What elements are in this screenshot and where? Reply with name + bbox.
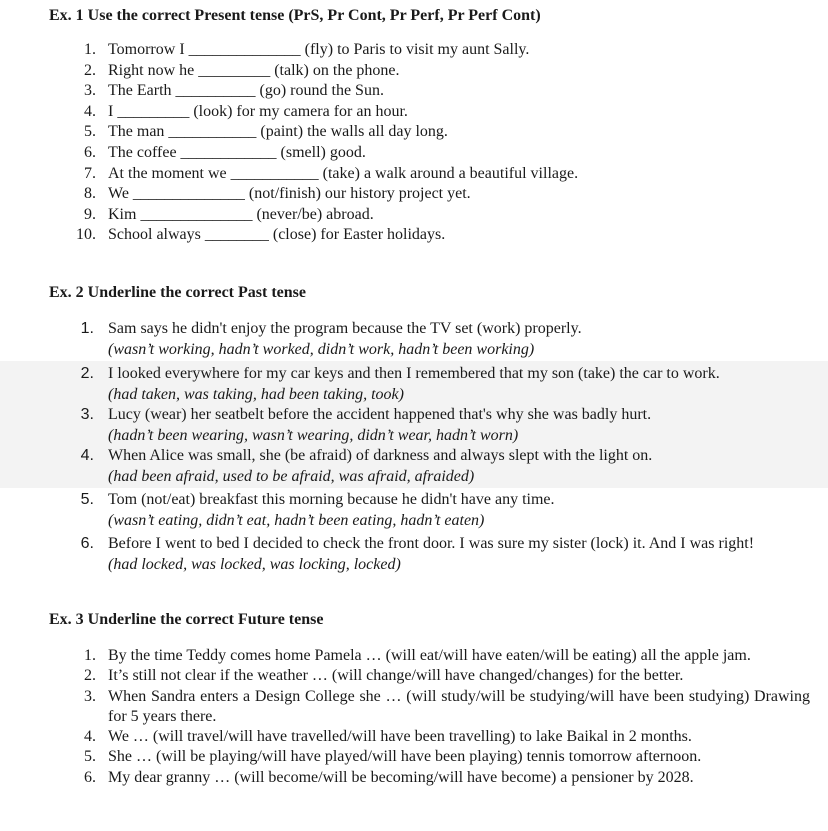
item-text: My dear granny … (will become/will be becoming/will have become) a pensioner by 2028. [108, 768, 694, 786]
item-number: 5. [80, 491, 94, 508]
item-number: 3. [84, 687, 96, 705]
item-number: 6. [80, 535, 94, 552]
item-number: 1. [80, 320, 94, 337]
item-options: (wasn’t eating, didn’t eat, hadn’t been eating, hadn’t eaten) [108, 512, 485, 529]
item-number: 2. [84, 667, 96, 685]
item-question: Sam says he didn't enjoy the program because the TV set (work) properly. [108, 320, 582, 337]
item-question: Lucy (wear) her seatbelt before the accident happened that's why she was badly hurt. [108, 406, 652, 423]
list-item [0, 184, 828, 205]
list-item [0, 225, 828, 246]
item-text: We ______________ (not/finish) our history project yet. [108, 185, 471, 203]
item-text: School always ________ (close) for Easter holidays. [108, 226, 446, 244]
item-options: (had locked, was locked, was locking, locked) [108, 556, 401, 573]
list-item [0, 747, 828, 767]
list-item [0, 102, 828, 123]
item-options: (wasn’t working, hadn’t worked, didn’t work, hadn’t been working) [108, 341, 535, 358]
list-item [0, 61, 828, 82]
list-item [0, 361, 828, 404]
item-options: (had taken, was taking, had been taking, took) [108, 386, 404, 403]
item-text: It’s still not clear if the weather … (will change/will have changed/changes) for the better. [108, 667, 684, 685]
item-question: When Alice was small, she (be afraid) of darkness and always slept with the light on. [108, 447, 653, 464]
ex3-list [0, 646, 828, 788]
list-item [0, 318, 828, 361]
item-number: 1. [84, 41, 96, 58]
ex2-title: Ex. 2 Underline the correct Past tense [49, 284, 306, 301]
list-item [0, 768, 828, 788]
item-options: (had been afraid, used to be afraid, was afraid, afraided) [108, 468, 475, 485]
item-number: 2. [84, 61, 96, 79]
item-text: She … (will be playing/will have played/will have been playing) tennis tomorrow afternoon. [108, 748, 702, 766]
item-number: 5. [84, 123, 96, 141]
item-text: We … (will travel/will have travelled/will have been travelling) to lake Baikal in 2 months. [108, 728, 692, 746]
list-item [0, 40, 828, 61]
list-item [0, 445, 828, 488]
item-question: I looked everywhere for my car keys and then I remembered that my son (take) the car to work. [108, 365, 720, 382]
item-number: 8. [84, 185, 96, 203]
list-item [0, 122, 828, 143]
list-item [0, 687, 828, 728]
item-number: 2. [80, 365, 94, 382]
item-text: At the moment we ___________ (take) a walk around a beautiful village. [108, 164, 579, 182]
ex1-title: Ex. 1 Use the correct Present tense (PrS, Pr Cont, Pr Perf, Pr Perf Cont) [49, 7, 541, 24]
list-item [0, 646, 828, 666]
item-number: 7. [84, 164, 96, 182]
list-item [0, 404, 828, 445]
item-options: (hadn’t been wearing, wasn’t wearing, didn’t wear, hadn’t worn) [108, 427, 519, 444]
item-text: Kim ______________ (never/be) abroad. [108, 205, 374, 223]
item-text: The Earth __________ (go) round the Sun. [108, 82, 384, 100]
ex3-title: Ex. 3 Underline the correct Future tense [49, 611, 324, 628]
item-text: The coffee ____________ (smell) good. [108, 143, 366, 161]
ex2-list [0, 318, 828, 597]
item-number: 3. [84, 82, 96, 100]
list-item [0, 666, 828, 686]
item-text: By the time Teddy comes home Pamela … (will eat/will have eaten/will be eating) all the apple jam. [108, 647, 751, 664]
item-number: 4. [80, 447, 94, 464]
list-item [0, 533, 828, 597]
item-number: 4. [84, 728, 96, 746]
item-number: 10. [76, 226, 96, 244]
item-text: I _________ (look) for my camera for an hour. [108, 102, 408, 120]
item-number: 5. [84, 748, 96, 766]
ex1-list [0, 40, 828, 246]
item-number: 1. [84, 647, 96, 664]
item-number: 6. [84, 143, 96, 161]
item-text: Tomorrow I ______________ (fly) to Paris to visit my aunt Sally. [108, 41, 530, 58]
item-text: When Sandra enters a Design College she … (will study/will be studying/will have been studying) Drawing for 5 years there. [108, 687, 810, 725]
item-question: Tom (not/eat) breakfast this morning because he didn't have any time. [108, 491, 555, 508]
list-item [0, 143, 828, 164]
item-number: 6. [84, 768, 96, 786]
item-question: Before I went to bed I decided to check the front door. I was sure my sister (lock) it. And I was right! [108, 535, 755, 552]
item-number: 4. [84, 102, 96, 120]
list-item [0, 488, 828, 533]
list-item [0, 81, 828, 102]
item-number: 9. [84, 205, 96, 223]
list-item [0, 205, 828, 226]
item-number: 3. [80, 406, 94, 423]
list-item [0, 164, 828, 185]
item-text: Right now he _________ (talk) on the phone. [108, 61, 400, 79]
list-item [0, 727, 828, 747]
item-text: The man ___________ (paint) the walls all day long. [108, 123, 448, 141]
